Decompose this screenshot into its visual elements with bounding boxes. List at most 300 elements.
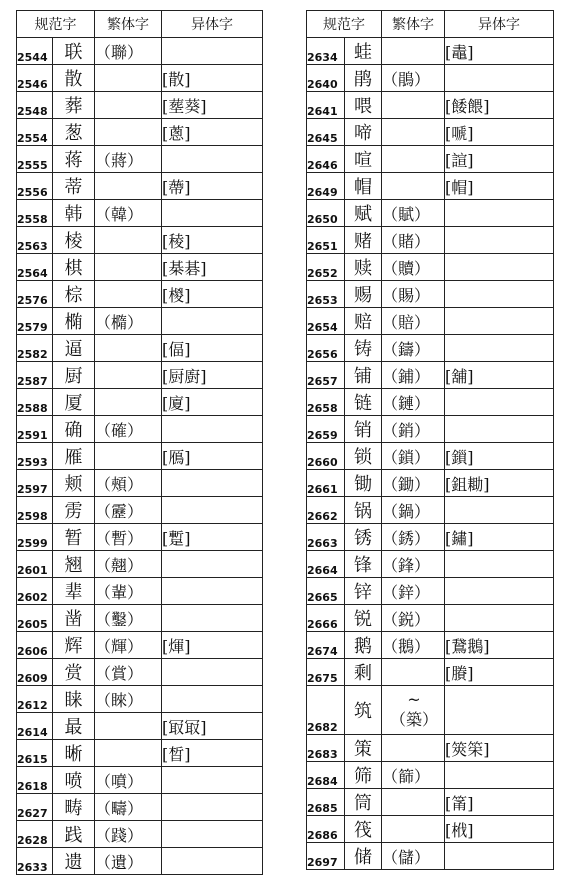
entry-number: 2612 bbox=[17, 686, 53, 713]
entry-number: 2653 bbox=[307, 281, 345, 308]
standard-char: 雁 bbox=[53, 443, 95, 470]
variant-chars: [棊碁] bbox=[162, 254, 263, 281]
table-row bbox=[307, 335, 554, 362]
entry-number: 2563 bbox=[17, 227, 53, 254]
traditional-char bbox=[95, 740, 162, 767]
entry-number: 2684 bbox=[307, 762, 345, 789]
variant-chars: [蹔] bbox=[162, 524, 263, 551]
traditional-char bbox=[382, 92, 445, 119]
entry-number: 2609 bbox=[17, 659, 53, 686]
table-row bbox=[17, 605, 263, 632]
standard-char: 筛 bbox=[345, 762, 382, 789]
table-row bbox=[17, 38, 263, 65]
traditional-char bbox=[95, 119, 162, 146]
entry-number: 2663 bbox=[307, 524, 345, 551]
entry-number: 2645 bbox=[307, 119, 345, 146]
table-row bbox=[307, 470, 554, 497]
entry-number: 2555 bbox=[17, 146, 53, 173]
traditional-char bbox=[95, 281, 162, 308]
entry-number: 2657 bbox=[307, 362, 345, 389]
traditional-char bbox=[95, 65, 162, 92]
variant-chars: [散] bbox=[162, 65, 263, 92]
table-row bbox=[307, 659, 554, 686]
standard-char: 赋 bbox=[345, 200, 382, 227]
standard-char: 散 bbox=[53, 65, 95, 92]
table-row bbox=[17, 281, 263, 308]
standard-char: 雳 bbox=[53, 497, 95, 524]
table-row bbox=[17, 713, 263, 740]
variant-chars: [諠] bbox=[445, 146, 554, 173]
table-row bbox=[17, 686, 263, 713]
traditional-char: （聯） bbox=[95, 38, 162, 65]
traditional-char bbox=[95, 173, 162, 200]
entry-number: 2593 bbox=[17, 443, 53, 470]
traditional-char: （鏈） bbox=[382, 389, 445, 416]
table-row bbox=[17, 92, 263, 119]
table-row bbox=[307, 227, 554, 254]
standard-char: 锁 bbox=[345, 443, 382, 470]
table-row bbox=[307, 146, 554, 173]
entry-number: 2601 bbox=[17, 551, 53, 578]
entry-number: 2697 bbox=[307, 843, 345, 870]
variant-chars bbox=[162, 659, 263, 686]
entry-number: 2615 bbox=[17, 740, 53, 767]
table-row bbox=[17, 524, 263, 551]
standard-char: 韩 bbox=[53, 200, 95, 227]
traditional-char-mark: ~ bbox=[407, 690, 421, 709]
standard-char: 棕 bbox=[53, 281, 95, 308]
standard-char: 椭 bbox=[53, 308, 95, 335]
entry-number: 2661 bbox=[307, 470, 345, 497]
table-row bbox=[307, 416, 554, 443]
traditional-char: （翹） bbox=[95, 551, 162, 578]
standard-char: 筑 bbox=[345, 686, 382, 735]
table-row bbox=[17, 362, 263, 389]
entry-number: 2683 bbox=[307, 735, 345, 762]
entry-number: 2666 bbox=[307, 605, 345, 632]
variant-chars: [舖] bbox=[445, 362, 554, 389]
entry-number: 2674 bbox=[307, 632, 345, 659]
header-standard: 规范字 bbox=[307, 11, 382, 38]
entry-number: 2556 bbox=[17, 173, 53, 200]
variant-chars bbox=[162, 821, 263, 848]
standard-char: 铸 bbox=[345, 335, 382, 362]
table-row bbox=[17, 173, 263, 200]
standard-char: 锈 bbox=[345, 524, 382, 551]
variant-chars: [煇] bbox=[162, 632, 263, 659]
variant-chars: [鵞鵝] bbox=[445, 632, 554, 659]
table-row bbox=[307, 816, 554, 843]
entry-number: 2602 bbox=[17, 578, 53, 605]
table-row bbox=[17, 497, 263, 524]
traditional-char bbox=[95, 389, 162, 416]
entry-number: 2554 bbox=[17, 119, 53, 146]
standard-char: 蛙 bbox=[345, 38, 382, 65]
variant-chars bbox=[162, 38, 263, 65]
table-row bbox=[307, 551, 554, 578]
table-row bbox=[17, 794, 263, 821]
entry-number: 2656 bbox=[307, 335, 345, 362]
variant-chars bbox=[162, 686, 263, 713]
standard-char: 赔 bbox=[345, 308, 382, 335]
variant-chars: [厨廚] bbox=[162, 362, 263, 389]
table-row bbox=[17, 146, 263, 173]
table-row bbox=[307, 497, 554, 524]
entry-number: 2633 bbox=[17, 848, 53, 875]
table-row bbox=[17, 200, 263, 227]
traditional-char bbox=[382, 735, 445, 762]
table-body-left bbox=[17, 38, 263, 875]
table-row bbox=[307, 443, 554, 470]
entry-number: 2664 bbox=[307, 551, 345, 578]
variant-chars bbox=[445, 578, 554, 605]
traditional-char: （輝） bbox=[95, 632, 162, 659]
standard-char: 喧 bbox=[345, 146, 382, 173]
traditional-char bbox=[95, 254, 162, 281]
variant-chars bbox=[445, 308, 554, 335]
traditional-char: （疇） bbox=[95, 794, 162, 821]
variant-chars: [塟葵] bbox=[162, 92, 263, 119]
traditional-char: （頰） bbox=[95, 470, 162, 497]
standard-char: 厦 bbox=[53, 389, 95, 416]
standard-char: 赎 bbox=[345, 254, 382, 281]
variant-chars bbox=[445, 335, 554, 362]
traditional-char: （鵑） bbox=[382, 65, 445, 92]
standard-char: 最 bbox=[53, 713, 95, 740]
standard-char: 锋 bbox=[345, 551, 382, 578]
variant-chars: [晳] bbox=[162, 740, 263, 767]
variant-chars: [稜] bbox=[162, 227, 263, 254]
entry-number: 2652 bbox=[307, 254, 345, 281]
standard-char: 筒 bbox=[345, 789, 382, 816]
table-row bbox=[307, 308, 554, 335]
table-row bbox=[307, 789, 554, 816]
variant-chars: [椶] bbox=[162, 281, 263, 308]
traditional-char: （鵝） bbox=[382, 632, 445, 659]
traditional-char: （睞） bbox=[95, 686, 162, 713]
traditional-char: （輩） bbox=[95, 578, 162, 605]
variant-chars bbox=[162, 605, 263, 632]
table-row bbox=[17, 65, 263, 92]
standard-char: 棋 bbox=[53, 254, 95, 281]
standard-char: 颊 bbox=[53, 470, 95, 497]
table-row bbox=[307, 254, 554, 281]
char-table-left bbox=[16, 10, 263, 875]
table-row bbox=[17, 389, 263, 416]
variant-chars: [鎻] bbox=[445, 443, 554, 470]
variant-chars: [鏽] bbox=[445, 524, 554, 551]
traditional-char bbox=[95, 227, 162, 254]
table-row bbox=[17, 335, 263, 362]
table-row bbox=[17, 659, 263, 686]
standard-char: 啼 bbox=[345, 119, 382, 146]
entry-number: 2675 bbox=[307, 659, 345, 686]
entry-number: 2597 bbox=[17, 470, 53, 497]
standard-char: 葱 bbox=[53, 119, 95, 146]
traditional-char: （暫） bbox=[95, 524, 162, 551]
traditional-char bbox=[95, 335, 162, 362]
entry-number: 2606 bbox=[17, 632, 53, 659]
traditional-char: （築） bbox=[390, 710, 439, 729]
variant-chars: [冣冣] bbox=[162, 713, 263, 740]
variant-chars bbox=[445, 65, 554, 92]
entry-number: 2544 bbox=[17, 38, 53, 65]
traditional-char: （蔣） bbox=[95, 146, 162, 173]
variant-chars bbox=[162, 848, 263, 875]
table-row bbox=[17, 821, 263, 848]
standard-char: 鹃 bbox=[345, 65, 382, 92]
header-row bbox=[17, 11, 263, 38]
standard-char: 鹅 bbox=[345, 632, 382, 659]
standard-char: 晰 bbox=[53, 740, 95, 767]
standard-char: 棱 bbox=[53, 227, 95, 254]
variant-chars: [餧餵] bbox=[445, 92, 554, 119]
variant-chars bbox=[445, 227, 554, 254]
variant-chars bbox=[445, 762, 554, 789]
standard-char: 帽 bbox=[345, 173, 382, 200]
variant-chars: [鴈] bbox=[162, 443, 263, 470]
variant-chars bbox=[162, 551, 263, 578]
entry-number: 2628 bbox=[17, 821, 53, 848]
variant-chars: [蔥] bbox=[162, 119, 263, 146]
traditional-char: （鍋） bbox=[382, 497, 445, 524]
traditional-char bbox=[95, 713, 162, 740]
standard-char: 锌 bbox=[345, 578, 382, 605]
traditional-char bbox=[382, 816, 445, 843]
entry-number: 2665 bbox=[307, 578, 345, 605]
header-standard: 规范字 bbox=[17, 11, 95, 38]
variant-chars bbox=[445, 843, 554, 870]
standard-char: 筏 bbox=[345, 816, 382, 843]
standard-char: 联 bbox=[53, 38, 95, 65]
traditional-char: （鋪） bbox=[382, 362, 445, 389]
standard-char: 翘 bbox=[53, 551, 95, 578]
standard-char: 畴 bbox=[53, 794, 95, 821]
traditional-char: （賜） bbox=[382, 281, 445, 308]
standard-char: 喷 bbox=[53, 767, 95, 794]
table-row bbox=[17, 470, 263, 497]
standard-char: 赐 bbox=[345, 281, 382, 308]
variant-chars: [筩] bbox=[445, 789, 554, 816]
table-row bbox=[307, 92, 554, 119]
entry-number: 2659 bbox=[307, 416, 345, 443]
entry-number: 2640 bbox=[307, 65, 345, 92]
traditional-char bbox=[382, 119, 445, 146]
header-traditional: 繁体字 bbox=[95, 11, 162, 38]
traditional-char-cell bbox=[382, 686, 445, 735]
variant-chars bbox=[445, 254, 554, 281]
table-row bbox=[307, 362, 554, 389]
table-row bbox=[17, 443, 263, 470]
traditional-char: （噴） bbox=[95, 767, 162, 794]
entry-number: 2649 bbox=[307, 173, 345, 200]
variant-chars bbox=[445, 605, 554, 632]
traditional-char: （遺） bbox=[95, 848, 162, 875]
table-row bbox=[307, 389, 554, 416]
table-row bbox=[307, 38, 554, 65]
standard-char: 凿 bbox=[53, 605, 95, 632]
variant-chars bbox=[162, 146, 263, 173]
char-table-right bbox=[306, 10, 554, 870]
table-row bbox=[17, 119, 263, 146]
traditional-char: （鋅） bbox=[382, 578, 445, 605]
traditional-char bbox=[382, 173, 445, 200]
table-row bbox=[307, 762, 554, 789]
standard-char: 蒂 bbox=[53, 173, 95, 200]
table-row bbox=[17, 416, 263, 443]
table-body-right bbox=[307, 38, 554, 870]
variant-chars: [筴筞] bbox=[445, 735, 554, 762]
table-row bbox=[17, 767, 263, 794]
standard-char: 葬 bbox=[53, 92, 95, 119]
table-row bbox=[307, 200, 554, 227]
traditional-char: （鎖） bbox=[382, 443, 445, 470]
standard-char: 赏 bbox=[53, 659, 95, 686]
traditional-char: （韓） bbox=[95, 200, 162, 227]
standard-char: 策 bbox=[345, 735, 382, 762]
variant-chars bbox=[162, 200, 263, 227]
entry-number: 2598 bbox=[17, 497, 53, 524]
table-row bbox=[17, 632, 263, 659]
entry-number: 2658 bbox=[307, 389, 345, 416]
variant-chars bbox=[162, 416, 263, 443]
traditional-char: （鑄） bbox=[382, 335, 445, 362]
standard-char: 确 bbox=[53, 416, 95, 443]
standard-char: 辈 bbox=[53, 578, 95, 605]
table-row bbox=[307, 843, 554, 870]
standard-char: 锄 bbox=[345, 470, 382, 497]
variant-chars bbox=[445, 497, 554, 524]
standard-char: 链 bbox=[345, 389, 382, 416]
standard-char: 铺 bbox=[345, 362, 382, 389]
entry-number: 2576 bbox=[17, 281, 53, 308]
entry-number: 2588 bbox=[17, 389, 53, 416]
traditional-char bbox=[382, 38, 445, 65]
table-row bbox=[307, 578, 554, 605]
variant-chars: [嗁] bbox=[445, 119, 554, 146]
entry-number: 2641 bbox=[307, 92, 345, 119]
standard-char: 赌 bbox=[345, 227, 382, 254]
variant-chars: [偪] bbox=[162, 335, 263, 362]
entry-number: 2660 bbox=[307, 443, 345, 470]
variant-chars: [鉏耡] bbox=[445, 470, 554, 497]
table-row bbox=[307, 281, 554, 308]
variant-chars bbox=[445, 551, 554, 578]
header-variant: 异体字 bbox=[445, 11, 554, 38]
entry-number: 2618 bbox=[17, 767, 53, 794]
table-row bbox=[17, 227, 263, 254]
standard-char: 暂 bbox=[53, 524, 95, 551]
entry-number: 2599 bbox=[17, 524, 53, 551]
entry-number: 2591 bbox=[17, 416, 53, 443]
table-row bbox=[307, 173, 554, 200]
entry-number: 2627 bbox=[17, 794, 53, 821]
variant-chars: [帽] bbox=[445, 173, 554, 200]
variant-chars: [蔕] bbox=[162, 173, 263, 200]
entry-number: 2651 bbox=[307, 227, 345, 254]
table-row bbox=[307, 524, 554, 551]
traditional-char: （賭） bbox=[382, 227, 445, 254]
entry-number: 2614 bbox=[17, 713, 53, 740]
variant-chars bbox=[445, 200, 554, 227]
traditional-char bbox=[95, 362, 162, 389]
traditional-char: （銷） bbox=[382, 416, 445, 443]
entry-number: 2650 bbox=[307, 200, 345, 227]
variant-chars bbox=[162, 308, 263, 335]
traditional-char: （贖） bbox=[382, 254, 445, 281]
traditional-char: （賞） bbox=[95, 659, 162, 686]
standard-char: 锐 bbox=[345, 605, 382, 632]
entry-number: 2558 bbox=[17, 200, 53, 227]
standard-char: 厨 bbox=[53, 362, 95, 389]
traditional-char bbox=[382, 146, 445, 173]
standard-char: 睐 bbox=[53, 686, 95, 713]
table-row bbox=[307, 632, 554, 659]
variant-chars bbox=[445, 416, 554, 443]
entry-number: 2685 bbox=[307, 789, 345, 816]
entry-number: 2564 bbox=[17, 254, 53, 281]
table-row bbox=[307, 605, 554, 632]
entry-number: 2579 bbox=[17, 308, 53, 335]
table-row bbox=[307, 735, 554, 762]
table-row bbox=[307, 119, 554, 146]
variant-chars bbox=[162, 794, 263, 821]
traditional-char: （鋭） bbox=[382, 605, 445, 632]
traditional-char bbox=[95, 443, 162, 470]
traditional-char: （賦） bbox=[382, 200, 445, 227]
traditional-char: （鋤） bbox=[382, 470, 445, 497]
entry-number: 2654 bbox=[307, 308, 345, 335]
standard-char: 辉 bbox=[53, 632, 95, 659]
traditional-char: （儲） bbox=[382, 843, 445, 870]
entry-number: 2548 bbox=[17, 92, 53, 119]
table-row bbox=[307, 686, 554, 735]
variant-chars bbox=[445, 281, 554, 308]
standard-char: 销 bbox=[345, 416, 382, 443]
variant-chars bbox=[162, 470, 263, 497]
variant-chars bbox=[162, 497, 263, 524]
table-row bbox=[17, 551, 263, 578]
variant-chars: [賸] bbox=[445, 659, 554, 686]
standard-char: 逼 bbox=[53, 335, 95, 362]
standard-char: 锅 bbox=[345, 497, 382, 524]
entry-number: 2587 bbox=[17, 362, 53, 389]
variant-chars bbox=[445, 389, 554, 416]
variant-chars: [鼃] bbox=[445, 38, 554, 65]
entry-number: 2682 bbox=[307, 686, 345, 735]
header-variant: 异体字 bbox=[162, 11, 263, 38]
table-row bbox=[17, 308, 263, 335]
table-row bbox=[17, 740, 263, 767]
standard-char: 剩 bbox=[345, 659, 382, 686]
entry-number: 2582 bbox=[17, 335, 53, 362]
entry-number: 2546 bbox=[17, 65, 53, 92]
table-row bbox=[17, 848, 263, 875]
entry-number: 2646 bbox=[307, 146, 345, 173]
traditional-char: （靂） bbox=[95, 497, 162, 524]
traditional-char: （鋒） bbox=[382, 551, 445, 578]
header-row bbox=[307, 11, 554, 38]
traditional-char: （橢） bbox=[95, 308, 162, 335]
variant-chars bbox=[162, 578, 263, 605]
table-row bbox=[17, 254, 263, 281]
entry-number: 2605 bbox=[17, 605, 53, 632]
traditional-char: （確） bbox=[95, 416, 162, 443]
table-row bbox=[307, 65, 554, 92]
standard-char: 遗 bbox=[53, 848, 95, 875]
standard-char: 储 bbox=[345, 843, 382, 870]
traditional-char: （踐） bbox=[95, 821, 162, 848]
